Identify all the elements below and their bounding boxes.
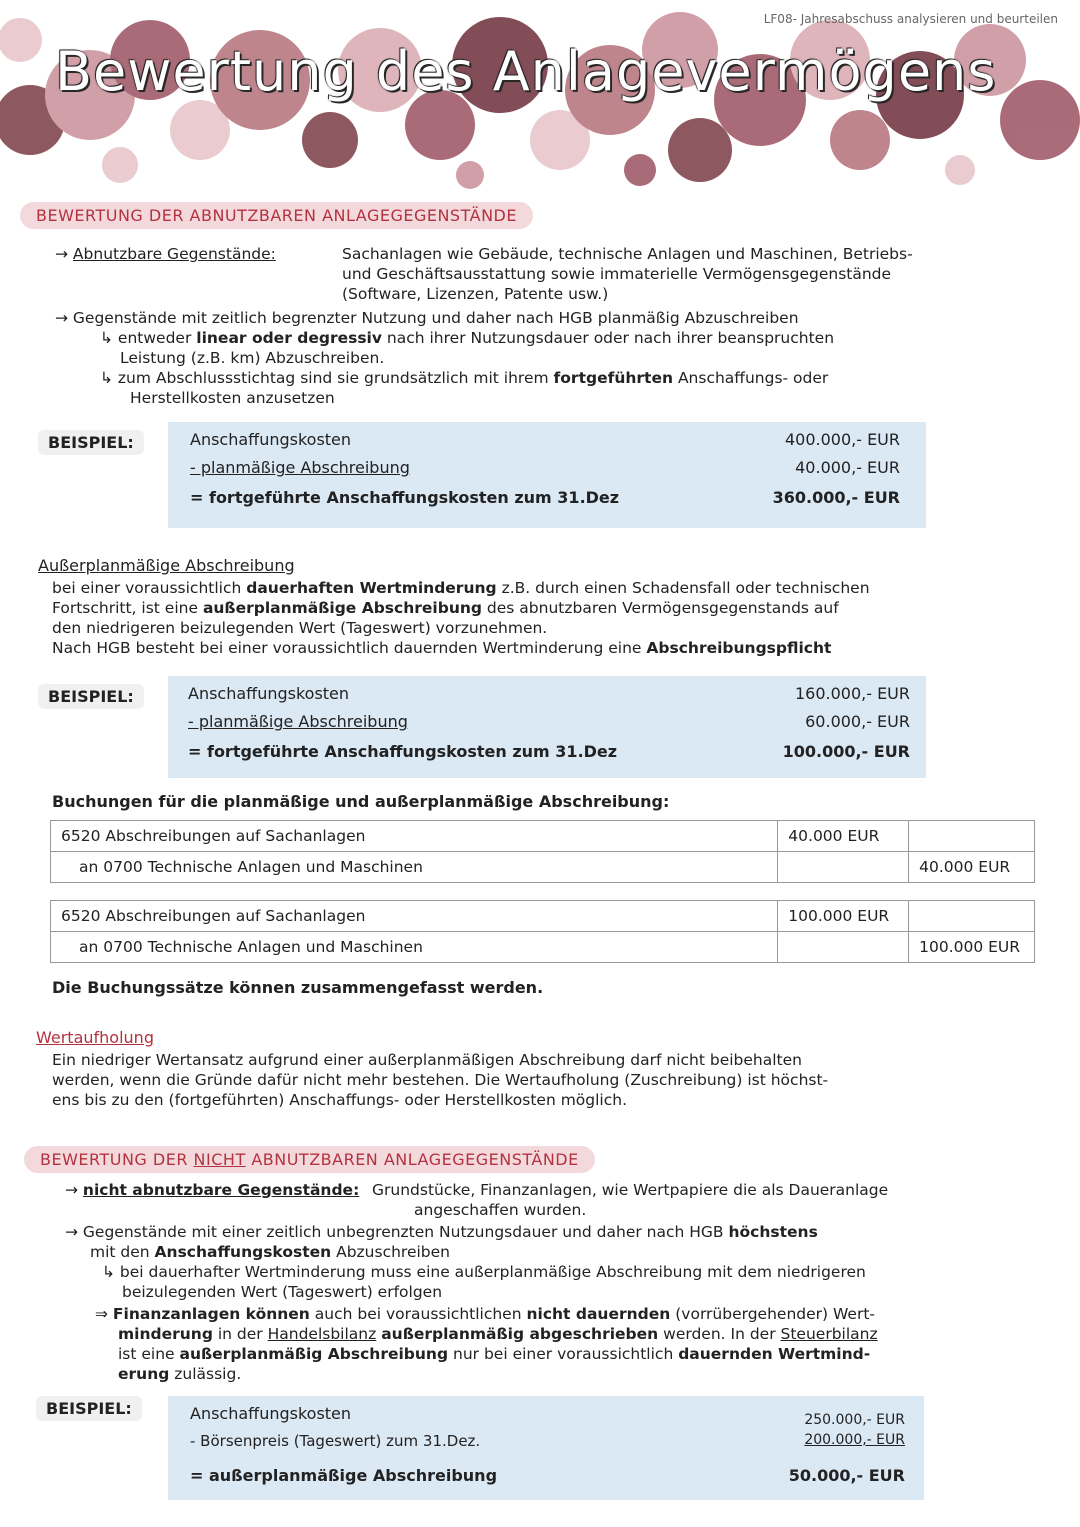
example3-row-value: 50.000,- EUR bbox=[788, 1466, 905, 1485]
ausser-line1: bei einer voraussichtlich dauerhaften Wertminderung z.B. durch einen Schadensfall oder technischen bbox=[52, 579, 870, 597]
example3-row-value: 250.000,- EUR bbox=[804, 1412, 905, 1428]
point-linear-degressiv: ↳ entweder linear oder degressiv nach ihrer Nutzungsdauer oder nach ihrer beanspruchten bbox=[100, 329, 835, 347]
example2-row-text: - planmäßige Abschreibung bbox=[188, 712, 408, 731]
example2-row-value: 160.000,- EUR bbox=[794, 684, 910, 703]
example-label: BEISPIEL: bbox=[36, 1396, 142, 1421]
example-label: BEISPIEL: bbox=[38, 430, 144, 455]
point-finanzanlagen-3: ist eine außerplanmäßig Abschreibung nur bei einer voraussichtlich dauernden Wertmind- bbox=[118, 1345, 871, 1363]
booking-credit-text: an 0700 Technische Anlagen und Maschinen bbox=[51, 852, 778, 883]
def-abnutzbar: → Abnutzbare Gegenstände: bbox=[55, 245, 276, 263]
point-finanzanlagen-2: minderung in der Handelsbilanz außerplanmäßig abgeschrieben werden. In der Steuerbilanz bbox=[118, 1325, 878, 1343]
example1-row-text: = fortgeführte Anschaffungskosten zum 31.Dez bbox=[190, 488, 620, 507]
point-abschlussstichtag: ↳ zum Abschlussstichtag sind sie grundsätzlich mit ihrem fortgeführten Anschaffungs- oder bbox=[100, 369, 829, 387]
example3-row-text: Anschaffungskosten bbox=[190, 1404, 352, 1423]
wertaufholung-line3: ens bis zu den (fortgeführten) Anschaffungs- oder Herstellkosten möglich. bbox=[52, 1091, 628, 1109]
point-dauerhafte-wertminderung: ↳ bei dauerhafter Wertminderung muss eine außerplanmäßige Abschreibung mit dem niedrigeren bbox=[102, 1263, 866, 1281]
booking-credit-value: 40.000 EUR bbox=[909, 852, 1035, 883]
point-unbegrenzte-nutzung: → Gegenstände mit einer zeitlich unbegrenzten Nutzungsdauer und daher nach HGB höchstens bbox=[65, 1223, 818, 1241]
booking-table-1 bbox=[50, 820, 1035, 883]
course-topline: LF08- Jahresabschuss analysieren und beurteilen bbox=[763, 12, 1058, 26]
example1-row-value: 400.000,- EUR bbox=[784, 430, 900, 449]
booking-table-2 bbox=[50, 900, 1035, 963]
heading-wertaufholung: Wertaufholung bbox=[36, 1028, 154, 1047]
ausser-line2: Fortschritt, ist eine außerplanmäßige Abschreibung des abnutzbaren Vermögensgegenstands auf bbox=[52, 599, 839, 617]
point-linear-degressiv-2: Leistung (z.B. km) Abzuschreiben. bbox=[120, 349, 385, 367]
bookings-note: Die Buchungssätze können zusammengefasst werden. bbox=[52, 978, 544, 997]
booking-debit-value: 40.000 EUR bbox=[778, 821, 909, 852]
example3-row-text: - Börsenpreis (Tageswert) zum 31.Dez. bbox=[190, 1432, 481, 1450]
example-label: BEISPIEL: bbox=[38, 684, 144, 709]
point-unbegrenzte-nutzung-2: mit den Anschaffungskosten Abzuschreiben bbox=[90, 1243, 450, 1261]
booking-debit-text: 6520 Abschreibungen auf Sachanlagen bbox=[51, 901, 778, 932]
def-nicht-abnutzbar-text: Grundstücke, Finanzanlagen, wie Wertpapiere die als Daueranlage angeschaffen wurden. bbox=[372, 1181, 889, 1219]
point-finanzanlagen: ⇒ Finanzanlagen können auch bei voraussichtlichen nicht dauernden (vorrübergehender) Wert- bbox=[95, 1305, 875, 1323]
example1-row-text: - planmäßige Abschreibung bbox=[190, 458, 410, 477]
ausser-line3: den niedrigeren beizulegenden Wert (Tageswert) vorzunehmen. bbox=[52, 619, 548, 637]
wertaufholung-line1: Ein niedriger Wertansatz aufgrund einer außerplanmäßigen Abschreibung darf nicht beibehalten bbox=[52, 1051, 802, 1069]
ausser-line4: Nach HGB besteht bei einer voraussichtlich dauernden Wertminderung eine Abschreibungspflicht bbox=[52, 639, 832, 657]
booking-credit-value: 100.000 EUR bbox=[909, 932, 1035, 963]
heading-ausserplanmaessig: Außerplanmäßige Abschreibung bbox=[38, 556, 295, 575]
example1-row-text: Anschaffungskosten bbox=[190, 430, 352, 449]
wertaufholung-line2: werden, wenn die Gründe dafür nicht mehr bestehen. Die Wertaufholung (Zuschreibung) ist höchst- bbox=[52, 1071, 829, 1089]
point-abschlussstichtag-2: Herstellkosten anzusetzen bbox=[130, 389, 335, 407]
example2-row-value: 60.000,- EUR bbox=[805, 712, 910, 731]
def-nicht-abnutzbar: → nicht abnutzbare Gegenstände: bbox=[65, 1181, 360, 1199]
section-heading-abnutzbar: BEWERTUNG DER ABNUTZBAREN ANLAGEGEGENSTÄNDE bbox=[20, 202, 533, 229]
booking-debit-value: 100.000 EUR bbox=[778, 901, 909, 932]
example3-row-value: 200.000,- EUR bbox=[804, 1432, 905, 1448]
booking-credit-text: an 0700 Technische Anlagen und Maschinen bbox=[51, 932, 778, 963]
point-finanzanlagen-4: erung zulässig. bbox=[118, 1365, 242, 1383]
example2-row-text: Anschaffungskosten bbox=[188, 684, 350, 703]
bookings-heading: Buchungen für die planmäßige und außerplanmäßige Abschreibung: bbox=[52, 792, 670, 811]
example2-row-text: = fortgeführte Anschaffungskosten zum 31.Dez bbox=[188, 742, 618, 761]
page-title: Bewertung des Anlagevermögens bbox=[55, 40, 997, 103]
example3-row-text: = außerplanmäßige Abschreibung bbox=[190, 1466, 498, 1485]
example1-row-value: 360.000,- EUR bbox=[772, 488, 900, 507]
booking-debit-text: 6520 Abschreibungen auf Sachanlagen bbox=[51, 821, 778, 852]
def-abnutzbar-text: Sachanlagen wie Gebäude, technische Anlagen und Maschinen, Betriebs- und Geschäftsausstattung sowie immaterielle Vermögensgegenstände (Software, Lizenzen, Patente usw.) bbox=[342, 245, 913, 303]
example2-row-value: 100.000,- EUR bbox=[782, 742, 910, 761]
point-begrenzte-nutzung: → Gegenstände mit zeitlich begrenzter Nutzung und daher nach HGB planmäßig Abzuschreiben bbox=[55, 309, 799, 327]
section-heading-nicht-abnutzbar: BEWERTUNG DER NICHT ABNUTZBAREN ANLAGEGEGENSTÄNDE bbox=[24, 1146, 595, 1173]
example1-row-value: 40.000,- EUR bbox=[795, 458, 900, 477]
point-dauerhafte-wertminderung-2: beizulegenden Wert (Tageswert) erfolgen bbox=[122, 1283, 443, 1301]
